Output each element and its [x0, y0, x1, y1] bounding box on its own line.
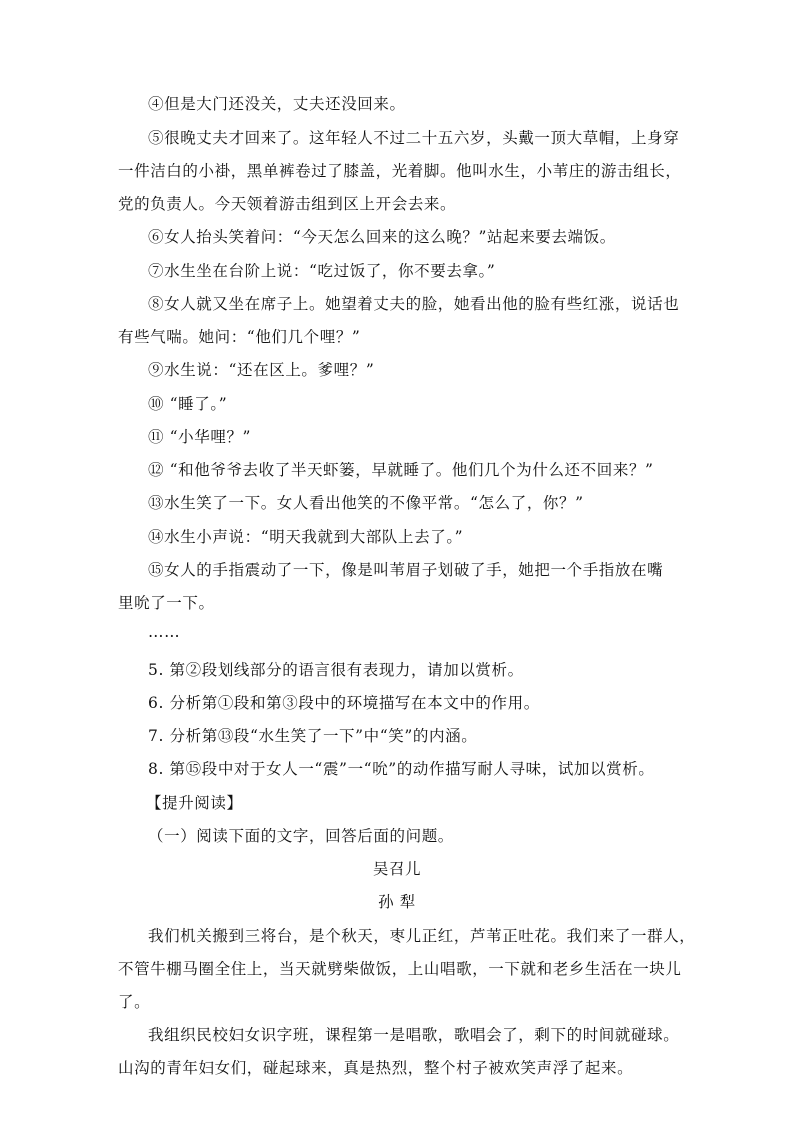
passage-line: 里吮了一下。 [118, 594, 215, 612]
passage-line: ⑬水生笑了一下。女人看出他笑的不像平常。“怎么了，你？” [148, 494, 584, 512]
article-line: 了。 [118, 993, 151, 1011]
passage-line: 党的负责人。今天领着游击组到区上开会去来。 [118, 195, 457, 213]
passage-line: ⑧女人就又坐在席子上。她望着丈夫的脸，她看出他的脸有些红涨，说话也 [148, 295, 680, 313]
passage-line: ⑮女人的手指震动了一下，像是叫苇眉子划破了手，她把一个手指放在嘴 [148, 561, 664, 579]
article-line: 不管牛棚马圈全住上，当天就劈柴做饭，上山唱歌，一下就和老乡生活在一块儿 [118, 960, 682, 978]
section-heading: 【提升阅读】 [146, 794, 243, 812]
article-line: 我组织民校妇女识字班，课程第一是唱歌，歌唱会了，剩下的时间就碰球。 [148, 1026, 680, 1044]
passage-line: ⑩ “睡了。” [148, 395, 228, 413]
question-item: 8. 第⑮段中对于女人一“震”一“吮”的动作描写耐人寻味，试加以赏析。 [148, 760, 655, 778]
passage-line: ⑨水生说：“还在区上。爹哩？” [148, 361, 375, 379]
passage-line: ⑥女人抬头笑着问：“今天怎么回来的这么晚？”站起来要去端饭。 [148, 228, 616, 246]
question-item: 6. 分析第①段和第③段中的环境描写在本文中的作用。 [148, 694, 540, 712]
passage-line: ⑤很晚丈夫才回来了。这年轻人不过二十五六岁，头戴一顶大草帽，上身穿 [148, 129, 680, 147]
passage-line: ⑦水生坐在台阶上说：“吃过饭了，你不要去拿。” [148, 262, 496, 280]
passage-line: 有些气喘。她问：“他们几个哩？” [118, 328, 361, 346]
passage-line: ⑫ “和他爷爷去收了半天虾篓，早就睡了。他们几个为什么还不回来？” [148, 461, 654, 479]
article-author: 孙 犁 [378, 893, 416, 911]
article-title: 吴召儿 [372, 860, 422, 878]
question-item: 7. 分析第⑬段“水生笑了一下”中“笑”的内涵。 [148, 727, 478, 745]
passage-line: ④但是大门还没关，丈夫还没回来。 [148, 95, 406, 113]
passage-line: 一件洁白的小褂，黑单裤卷过了膝盖，光着脚。他叫水生，小苇庄的游击组长， [118, 162, 682, 180]
passage-line: ⑪ “小华哩？” [148, 428, 252, 446]
article-line: 我们机关搬到三将台，是个秋天，枣儿正红，芦苇正吐花。我们来了一群人， [148, 927, 696, 945]
ellipsis: …… [148, 623, 181, 641]
passage-line: ⑭水生小声说：“明天我就到大部队上去了。” [148, 528, 464, 546]
article-line: 山沟的青年妇女们，碰起球来，真是热烈，整个村子被欢笑声浮了起来。 [118, 1059, 634, 1077]
reading-instruction: （一）阅读下面的文字，回答后面的问题。 [148, 827, 454, 845]
question-item: 5. 第②段划线部分的语言很有表现力，请加以赏析。 [148, 661, 524, 679]
